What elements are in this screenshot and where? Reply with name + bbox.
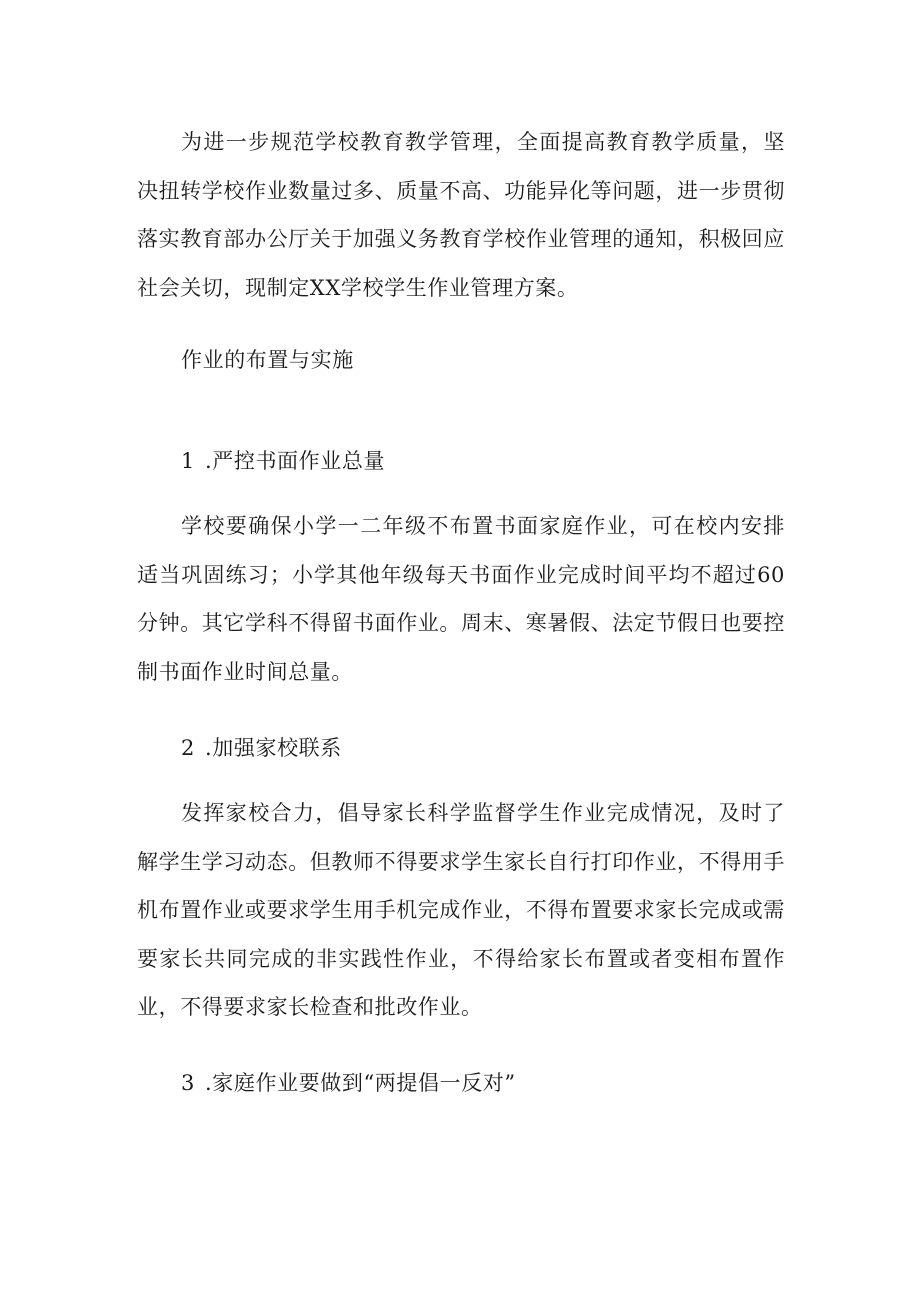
item-1-heading <box>181 446 385 476</box>
item-1-title: .严控书面作业总量 <box>205 449 386 473</box>
item-2-heading <box>181 733 342 763</box>
section-title: 作业的布置与实施 <box>181 348 354 372</box>
item-3-heading <box>181 1068 516 1098</box>
item-3-title: .家庭作业要做到“两提倡一反对” <box>205 1071 516 1095</box>
item-2-body: 发挥家校合力，倡导家长科学监督学生作业完成情况，及时了解学生学习动态。但教师不得要求学生家长自行打印作业，不得用手机布置作业或要求学生用手机完成作业，不得布置要求家长完成或需要家长共同完成的非实践性作业，不得给家长布置或者变相布置作业，不得要求家长检查和批改作业。 <box>137 801 785 1019</box>
item-2-number: 2 <box>181 736 195 760</box>
intro-paragraph: 为进一步规范学校教育教学管理，全面提高教育教学质量，坚决扭转学校作业数量过多、质量不高、功能异化等问题，进一步贯彻落实教育部办公厅关于加强义务教育学校作业管理的通知，积极回应社会关切，现制定XX学校学生作业管理方案。 <box>137 130 785 300</box>
item-2-title: .加强家校联系 <box>205 736 342 760</box>
item-3-number: 3 <box>181 1071 195 1095</box>
item-1-body: 学校要确保小学一二年级不布置书面家庭作业，可在校内安排适当巩固练习；小学其他年级每天书面作业完成时间平均不超过60分钟。其它学科不得留书面作业。周末、寒暑假、法定节假日也要控制书面作业时间总量。 <box>137 514 785 684</box>
item-1-number: 1 <box>181 449 195 473</box>
